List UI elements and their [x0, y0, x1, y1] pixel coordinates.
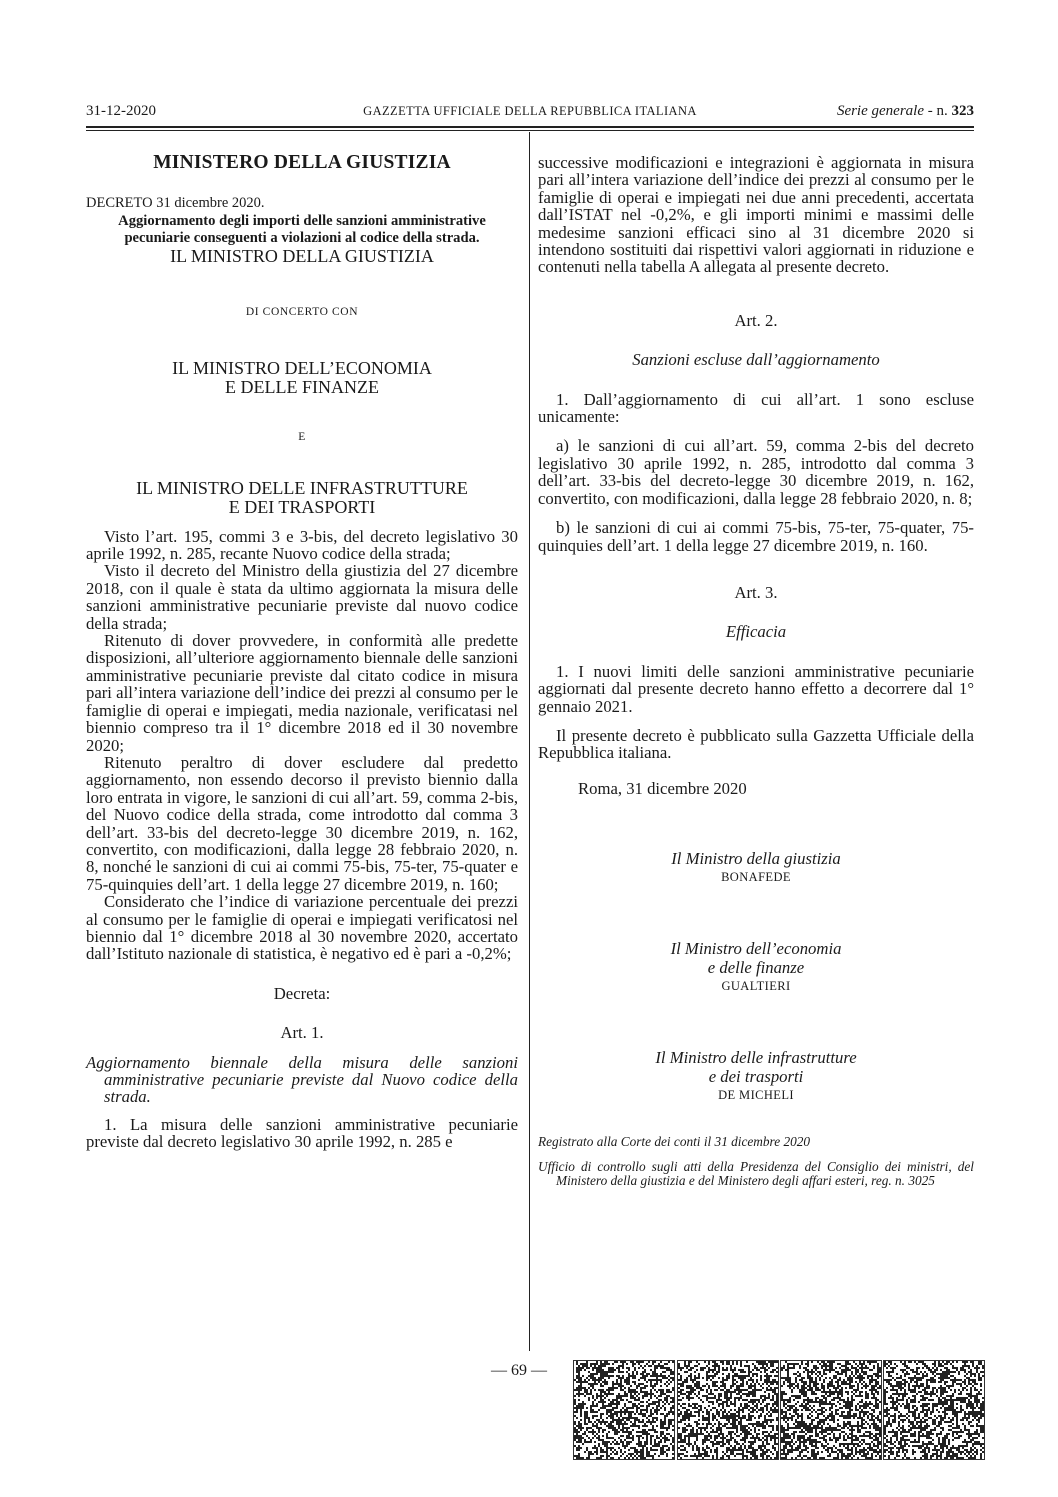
minister-infrastructure-line2: E DEI TRASPORTI: [228, 496, 376, 517]
article-3-title: Efficacia: [725, 622, 787, 642]
column-divider: [529, 132, 530, 1351]
visto-paragraph-2: Visto il decreto del Ministro della giustizia del 27 dicembre 2018, con il quale è stata da ultimo aggiornata la misura delle sanzioni amministrative pecuniarie previste dal nuovo codice della strada;: [86, 561, 518, 633]
signature-infrastructure: [538, 1048, 974, 1105]
datamatrix-code-2: [677, 1360, 779, 1460]
minister-economy-line2: E DELLE FINANZE: [225, 377, 379, 398]
datamatrix-code-4: [883, 1360, 985, 1460]
signature-economy: [538, 939, 974, 996]
minister-justice-heading: IL MINISTRO DELLA GIUSTIZIA: [170, 245, 434, 266]
article-2-heading: Art. 2.: [734, 310, 778, 330]
ritenuto-paragraph-2: Ritenuto peraltro di dover escludere dal predetto aggiornamento, non essendo decorso il previsto biennio dalla loro entrata in vigore, le sanzioni di cui all’art. 59, comma 2-bis, del Nuovo codice della strada, come introdotto dal comma 3 dell’art. 33-bis del decreto-legge 30 dicembre 2019, n. 162, convertito, con modificazioni, dalla legge 28 febbraio 2020, n. 8, nonché le sanzioni di cui ai commi 75-bis, 75-ter, 75-quater e 75-quinquies dell’art. 1 della legge 27 dicembre 2019, n. 160;: [86, 752, 518, 894]
visto-paragraph-1: Visto l’art. 195, commi 3 e 3-bis, del decreto legislativo 30 aprile 1992, n. 285, recante Nuovo codice della strada;: [86, 526, 518, 564]
signature-economy-name: GUALTIERI: [721, 979, 791, 994]
page-number: — 69 —: [491, 1362, 547, 1379]
gazette-title: GAZZETTA UFFICIALE DELLA REPUBBLICA ITALIANA: [363, 104, 697, 118]
signature-justice: [538, 849, 974, 887]
concerto-label: DI CONCERTO CON: [245, 305, 359, 318]
article-1-title: Aggiornamento biennale della misura delle sanzioni amministrative pecuniarie previste dal Nuovo codice della strada.: [86, 1052, 518, 1107]
header-rule-thick: [86, 126, 974, 128]
minister-economy-line1: IL MINISTRO DELL’ECONOMIA: [172, 358, 432, 379]
minister-infrastructure-line1: IL MINISTRO DELLE INFRASTRUTTURE: [136, 477, 468, 498]
signature-infrastructure-name: DE MICHELI: [718, 1088, 794, 1103]
datamatrix-code-3: [780, 1360, 882, 1460]
header-rule-thin: [86, 130, 974, 131]
page-header: [86, 101, 974, 125]
issue-date: 31-12-2020: [86, 103, 156, 119]
datamatrix-code-1: [573, 1360, 675, 1460]
article-3-paragraph-1: 1. I nuovi limiti delle sanzioni amministrative pecuniarie aggiornati dal presente decreto hanno effetto a decorrere dal 1° gennaio 2021.: [538, 661, 974, 716]
left-column: [86, 148, 518, 1151]
decreta-label: Decreta:: [273, 983, 331, 1003]
article-1-text-start: 1. La misura delle sanzioni amministrative pecuniarie previste dal decreto legislativo 30 aprile 1992, n. 285 e: [86, 1114, 518, 1152]
series-sep: - n.: [924, 103, 952, 119]
signature-justice-name: BONAFEDE: [721, 870, 791, 885]
article-2-title: Sanzioni escluse dall’aggiornamento: [632, 350, 880, 370]
and-label: E: [298, 431, 306, 444]
decree-subject: Aggiornamento degli importi delle sanzioni amministrative pecuniarie conseguenti a violazioni al codice della strada.: [118, 212, 486, 246]
article-3-heading: Art. 3.: [734, 582, 778, 602]
registration-note: Registrato alla Corte dei conti il 31 dicembre 2020: [538, 1134, 811, 1150]
series-label: Serie generale: [836, 103, 924, 119]
considerato-paragraph: Considerato che l’indice di variazione percentuale dei prezzi al consumo per le famiglie di operai e impiegati verificatosi nel biennio dal 1° dicembre 2018 al 30 novembre 2020, accertato dall’Istituto nazionale di statistica, è negativo ed è pari a -0,2%;: [86, 892, 518, 964]
article-3-paragraph-2: Il presente decreto è pubblicato sulla Gazzetta Ufficiale della Repubblica italiana.: [538, 725, 974, 763]
ritenuto-paragraph-1: Ritenuto di dover provvedere, in conformità alle predette disposizioni, all’ulteriore aggiornamento biennale delle sanzioni amministrative pecuniarie previste dal citato codice in misura pari all’intera variazione dell’indice dei prezzi al consumo per le famiglie di operai e impiegati, media nazionale, verificatasi nel biennio compreso tra il 1° dicembre 2018 ed il 30 novembre 2020;: [86, 631, 518, 755]
article-1-heading: Art. 1.: [280, 1023, 324, 1043]
signature-infrastructure-role-1: Il Ministro delle infrastrutture: [655, 1048, 857, 1068]
series-number: 323: [951, 103, 974, 119]
place-and-date: Roma, 31 dicembre 2020: [578, 778, 747, 798]
signature-infrastructure-role-2: e dei trasporti: [708, 1067, 804, 1087]
signature-economy-role-1: Il Ministro dell’economia: [670, 939, 842, 959]
article-2-item-a: a) le sanzioni di cui all’art. 59, comma 2-bis del decreto legislativo 30 aprile 1992, n. 285, introdotto dal comma 3 dell’art. 33-bis del decreto-legge 30 dicembre 2019, n. 162, convertito, con modificazioni, dalla legge 28 febbraio 2020, n. 8;: [538, 436, 974, 508]
right-column: [538, 154, 974, 1189]
article-1-text-continued: successive modificazioni e integrazioni è aggiornata in misura pari all’intera variazione dell’indice dei prezzi al consumo per le famiglie di operai e impiegati nei due anni precedenti, accertata dall’ISTAT nel -0,2%, e gli importi minimi e massimi delle medesime sanzioni efficaci sino al 31 dicembre 2020 si intendono sostituiti dai rispettivi valori aggiornati in riduzione e contenuti nella tabella A allegata al presente decreto.: [538, 153, 974, 277]
signature-justice-role: Il Ministro della giustizia: [671, 849, 841, 869]
signature-economy-role-2: e delle finanze: [707, 958, 805, 978]
control-office-note: Ufficio di controllo sugli atti della Presidenza del Consiglio dei ministri, del Ministero della giustizia e del Ministero degli affari esteri, reg. n. 3025: [538, 1158, 974, 1189]
series-info: [837, 103, 974, 120]
decree-date: DECRETO 31 dicembre 2020.: [86, 195, 265, 212]
article-2-paragraph-1: 1. Dall’aggiornamento di cui all’art. 1 sono escluse unicamente:: [538, 389, 974, 427]
article-2-item-b: b) le sanzioni di cui ai commi 75-bis, 75-ter, 75-quater, 75-quinquies dell’art. 1 della legge 27 dicembre 2019, n. 160.: [538, 518, 974, 555]
ministry-title: MINISTERO DELLA GIUSTIZIA: [153, 152, 451, 173]
